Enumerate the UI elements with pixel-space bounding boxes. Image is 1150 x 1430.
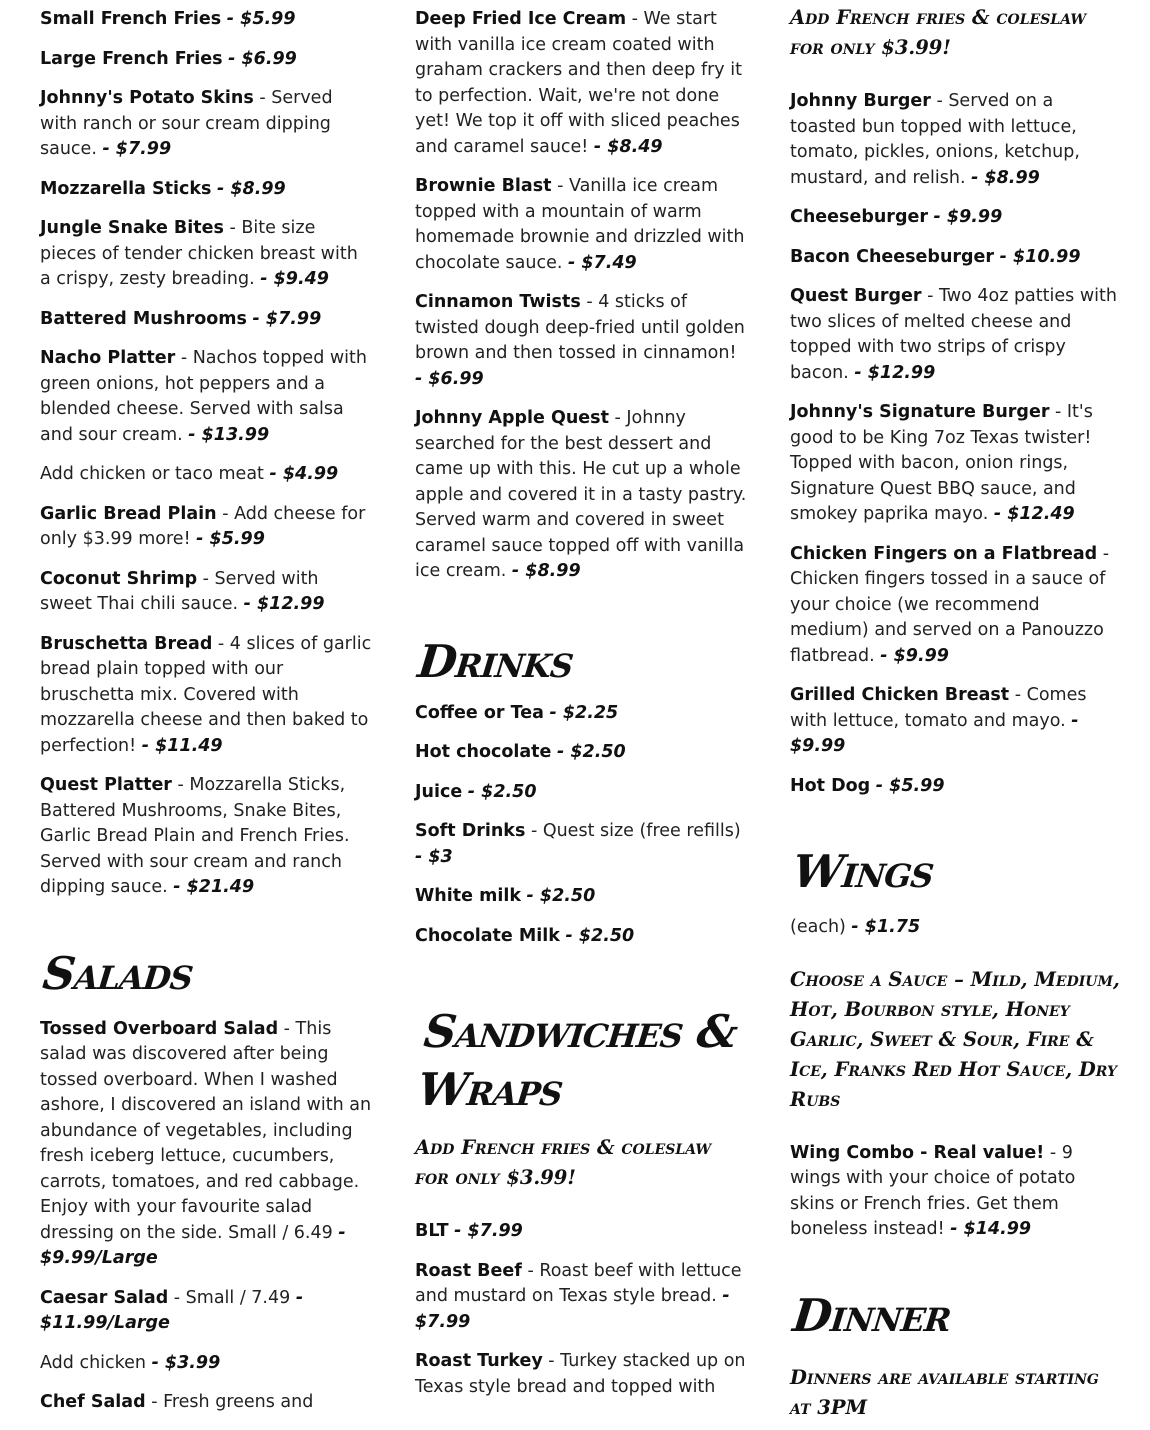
menu-item-price: - $2.25 xyxy=(549,702,619,723)
menu-item-name: Small French Fries xyxy=(40,9,222,29)
menu-item-price: - $3.99 xyxy=(151,1352,221,1373)
menu-item-price: - $13.99 xyxy=(188,424,270,445)
menu-item-description: Add chicken xyxy=(40,1352,152,1373)
menu-item-name: Quest Platter xyxy=(40,775,172,795)
menu-item-name: Roast Beef xyxy=(415,1260,522,1281)
menu-item xyxy=(40,1017,372,1272)
menu-item-name: Bacon Cheeseburger xyxy=(790,246,995,267)
menu-item-name: Brownie Blast xyxy=(415,176,552,196)
menu-item-price: - $8.49 xyxy=(593,136,663,157)
menu-item-price: - $12.99 xyxy=(854,362,936,383)
menu-item xyxy=(790,284,1122,386)
menu-column-desserts-drinks-sandwiches xyxy=(415,7,749,1414)
menu-item-description: - Small / 7.49 xyxy=(168,1287,296,1308)
menu-item-price: - $9.99/Large xyxy=(40,1222,346,1268)
menu-item-name: Garlic Bread Plain xyxy=(40,503,217,524)
salads-heading: Salads xyxy=(40,946,196,1000)
wings-sauce-note: Choose a Sauce – Mild, Medium, Hot, Bourbon style, Honey Garlic, Sweet & Sour, Fire & Ice, Franks Red Hot Sauce, Dry Rubs xyxy=(790,967,1120,1111)
menu-item-name: White milk xyxy=(415,886,521,906)
menu-item-description: - Roast beef with lettuce and mustard on Texas style bread. xyxy=(415,1260,742,1306)
menu-item-price: - $9.99 xyxy=(790,710,1079,756)
menu-item xyxy=(415,884,749,910)
menu-item-description: - Turkey stacked up on Texas style bread and topped with xyxy=(415,1351,746,1397)
menu-item-description: - Mozzarella Sticks, Battered Mushrooms, Snake Bites, Garlic Bread Plain and French Fries. Served with sour cream and ranch dipping sauce. xyxy=(40,775,350,897)
menu-item xyxy=(40,47,372,73)
menu-item xyxy=(790,683,1122,760)
menu-item xyxy=(415,290,749,392)
menu-item xyxy=(790,89,1122,191)
menu-item-price: - $2.50 xyxy=(557,742,626,762)
menu-item-name: Hot Dog xyxy=(790,775,871,796)
menu-item-price: - $8.99 xyxy=(511,561,581,581)
menu-item-description: - Vanilla ice cream topped with a mountain of warm homemade brownie and drizzled with chocolate sauce. xyxy=(415,176,745,273)
burgers-note: Add French fries & coleslaw for only $3.99! xyxy=(790,6,1087,59)
dinner-note: Dinners are available starting at 3PM xyxy=(790,1365,1099,1419)
sandwiches-note: Add French fries & coleslaw for only $3.99! xyxy=(415,1136,712,1189)
menu-item-description: - Add cheese for only $3.99 more! xyxy=(40,503,366,549)
menu-item xyxy=(415,7,749,160)
menu-item xyxy=(40,462,372,488)
menu-item-name: Cheeseburger xyxy=(790,207,928,227)
menu-item xyxy=(40,1351,372,1377)
menu-item xyxy=(790,542,1122,670)
menu-item xyxy=(415,1259,749,1336)
wings-heading: Wings xyxy=(790,845,937,898)
menu-item-name: Deep Fried Ice Cream xyxy=(415,9,627,29)
menu-item-description: - Quest size (free refills) xyxy=(525,821,741,841)
wings-price-list xyxy=(790,915,1122,941)
menu-item xyxy=(40,502,372,553)
menu-item-price: - $7.99 xyxy=(252,308,322,329)
menu-item-price: - $8.99 xyxy=(217,178,286,199)
menu-item-name: Battered Mushrooms xyxy=(40,308,247,329)
menu-item-price: - $6.99 xyxy=(415,368,484,389)
menu-item-price: - $9.99 xyxy=(933,207,1003,227)
menu-item xyxy=(40,567,372,618)
menu-item xyxy=(40,632,372,760)
menu-item-price: - $7.99 xyxy=(102,139,172,159)
menu-item-price: - $6.99 xyxy=(228,48,297,69)
menu-item-price: - $2.50 xyxy=(565,925,635,946)
menu-item-name: Cinnamon Twists xyxy=(415,292,581,312)
menu-item-name: Grilled Chicken Breast xyxy=(790,685,1010,705)
menu-item-description: - Chicken fingers tossed in a sauce of your choice (we recommend medium) and served on a Panouzzo flatbread. xyxy=(790,543,1110,666)
menu-item-price: - $11.49 xyxy=(141,735,223,756)
menu-item-price: - $14.99 xyxy=(950,1219,1032,1239)
menu-item-description: - Served with ranch or sour cream dipping sauce. xyxy=(40,88,333,159)
menu-item-price: - $5.99 xyxy=(196,529,265,549)
menu-item xyxy=(415,1219,749,1245)
menu-item-name: Johnny Burger xyxy=(790,91,931,111)
menu-column-appetizers-salads xyxy=(40,7,372,1430)
menu-item xyxy=(790,1141,1122,1243)
menu-item xyxy=(415,780,749,806)
menu-item-description: - 4 slices of garlic bread plain topped with our bruschetta mix. Covered with mozzarella cheese and then baked to perfection! xyxy=(40,633,372,756)
menu-item-price: - $7.99 xyxy=(415,1286,730,1332)
menu-item xyxy=(40,346,372,448)
menu-item-name: Large French Fries xyxy=(40,48,223,69)
menu-item-name: Quest Burger xyxy=(790,286,922,306)
menu-item-name: Juice xyxy=(415,781,463,802)
menu-item-description: - Comes with lettuce, tomato and mayo. xyxy=(790,685,1087,731)
menu-item-name: Johnny's Potato Skins xyxy=(40,88,254,108)
appetizer-list xyxy=(40,7,372,901)
menu-item-name: BLT xyxy=(415,1221,449,1241)
menu-item-name: Wing Combo - Real value! xyxy=(790,1142,1045,1163)
menu-item-description: - Served on a toasted bun topped with lettuce, tomato, pickles, onions, ketchup, mustard, and relish. xyxy=(790,91,1080,188)
menu-item xyxy=(415,819,749,870)
menu-item-price: - $3 xyxy=(415,846,453,867)
menu-item xyxy=(415,701,749,727)
menu-item-name: Tossed Overboard Salad xyxy=(40,1018,279,1039)
menu-item-price: - $2.50 xyxy=(467,781,537,802)
menu-item-price: - $21.49 xyxy=(173,877,255,897)
menu-item-description: (each) xyxy=(790,917,852,937)
menu-item-name: Nacho Platter xyxy=(40,348,176,368)
menu-item-price: - $5.99 xyxy=(226,9,296,29)
menu-item-price: - $12.99 xyxy=(243,594,325,614)
menu-item xyxy=(40,1286,372,1337)
dinner-heading: Dinner xyxy=(790,1288,954,1342)
menu-item-description: - Bite size pieces of tender chicken breast with a crispy, zesty breading. xyxy=(40,218,358,289)
menu-item xyxy=(790,400,1122,528)
menu-item-price: - $7.99 xyxy=(454,1221,523,1241)
menu-item-price: - $9.99 xyxy=(880,645,949,666)
menu-item-name: Hot chocolate xyxy=(415,742,552,762)
burger-list xyxy=(790,89,1122,799)
menu-item xyxy=(415,924,749,950)
menu-item-description: Add chicken or taco meat xyxy=(40,464,270,484)
menu-item xyxy=(40,177,372,203)
drinks-list xyxy=(415,701,749,950)
menu-item-name: Caesar Salad xyxy=(40,1287,169,1308)
menu-item-name: Roast Turkey xyxy=(415,1351,543,1371)
menu-item-description: - We start with vanilla ice cream coated with graham crackers and then deep fry it to perfection. Wait, we're not done yet! We top it off with sliced peaches and caramel sauce! xyxy=(415,9,742,157)
menu-item-name: Johnny Apple Quest xyxy=(415,408,609,428)
menu-item xyxy=(40,773,372,901)
menu-item-price: - $4.99 xyxy=(269,464,339,484)
menu-item-price: - $2.50 xyxy=(526,886,596,906)
menu-item-description: - Served with sweet Thai chili sauce. xyxy=(40,568,319,614)
dessert-list xyxy=(415,7,749,585)
menu-item-name: Coffee or Tea xyxy=(415,702,544,723)
menu-item-name: Coconut Shrimp xyxy=(40,568,198,589)
menu-item xyxy=(790,774,1122,800)
menu-item xyxy=(40,307,372,333)
menu-item-price: - $10.99 xyxy=(999,246,1081,267)
menu-item-price: - $5.99 xyxy=(875,775,945,796)
menu-item-price: - $9.49 xyxy=(260,269,329,289)
menu-item-price: - $12.49 xyxy=(993,504,1075,524)
drinks-heading: Drinks xyxy=(415,634,576,688)
salad-list xyxy=(40,1017,372,1416)
menu-item xyxy=(40,86,372,163)
menu-item xyxy=(415,740,749,766)
menu-item xyxy=(790,245,1122,271)
sandwich-list xyxy=(415,1219,749,1400)
menu-item-name: Chicken Fingers on a Flatbread xyxy=(790,543,1098,564)
menu-item-price: - $11.99/Large xyxy=(40,1287,304,1333)
menu-item-name: Soft Drinks xyxy=(415,821,526,841)
menu-item-description: - Fresh greens and xyxy=(145,1392,314,1412)
menu-item xyxy=(40,216,372,293)
menu-item-price: - $7.49 xyxy=(567,252,637,273)
menu-item xyxy=(415,1349,749,1400)
wing-combo-list xyxy=(790,1141,1122,1243)
menu-item-name: Jungle Snake Bites xyxy=(40,218,224,238)
menu-item xyxy=(790,915,1122,941)
menu-item-name: Johnny's Signature Burger xyxy=(790,402,1050,422)
menu-item-price: - $8.99 xyxy=(971,167,1040,188)
menu-item-description: - Two 4oz patties with two slices of melted cheese and topped with two strips of crispy bacon. xyxy=(790,286,1117,383)
menu-item xyxy=(415,174,749,276)
menu-item xyxy=(790,205,1122,231)
menu-item xyxy=(415,406,749,585)
menu-item-price: - $1.75 xyxy=(851,917,921,937)
menu-item-description: - Johnny searched for the best dessert and came up with this. He cut up a whole apple and covered it in a tasty pastry. Served warm and covered in sweet caramel sauce topped off with vanilla ice cream. xyxy=(415,408,747,581)
menu-item-description: - It's good to be King 7oz Texas twister! Topped with bacon, onion rings, Signature Quest BBQ sauce, and smokey paprika mayo. xyxy=(790,402,1093,524)
menu-item-name: Bruschetta Bread xyxy=(40,633,213,654)
menu-item-name: Mozzarella Sticks xyxy=(40,178,212,199)
menu-item xyxy=(40,1390,372,1416)
menu-item-description: - 4 sticks of twisted dough deep-fried until golden brown and then tossed in cinnamon! xyxy=(415,292,745,363)
menu-column-burgers-wings-dinner xyxy=(790,7,1122,1423)
menu-item-description: - 9 wings with your choice of potato skins or French fries. Get them boneless instead! xyxy=(790,1142,1076,1239)
menu-item-description: - This salad was discovered after being tossed overboard. When I washed ashore, I discovered an island with an abundance of vegetables, including fresh iceberg lettuce, cucumbers, carrots, tomatoes, and red cabbage. Enjoy with your favourite salad dressing on the side. Small / 6.49 xyxy=(40,1018,372,1243)
menu-item-name: Chef Salad xyxy=(40,1392,146,1412)
menu-item-name: Chocolate Milk xyxy=(415,925,560,946)
menu-item xyxy=(40,7,372,33)
sandwiches-heading: Sandwiches & Wraps xyxy=(415,1005,740,1116)
menu-item-description: - Nachos topped with green onions, hot peppers and a blended cheese. Served with salsa and sour cream. xyxy=(40,348,367,445)
